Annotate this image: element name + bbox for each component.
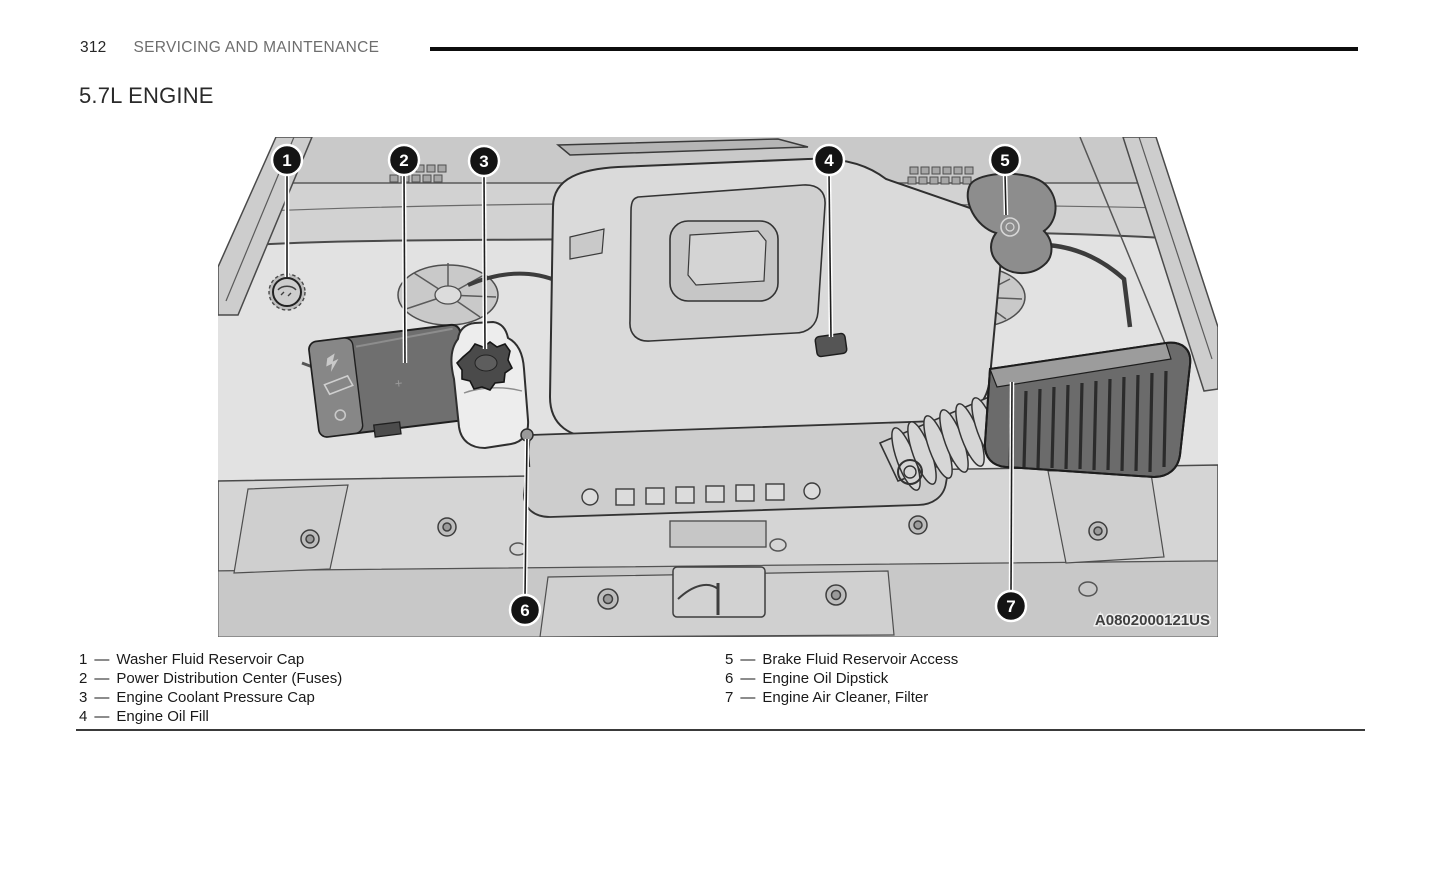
legend-item-3 — [79, 688, 342, 707]
hood-latch — [670, 521, 766, 617]
legend-item-2 — [79, 669, 342, 688]
legend-item-3-dash: — — [94, 689, 110, 706]
engine-diagram-figure — [218, 137, 1218, 637]
legend-item-3-label: Engine Coolant Pressure Cap — [116, 689, 315, 706]
legend-item-6-dash: — — [740, 670, 756, 687]
legend-item-2-number: 2 — [79, 670, 88, 687]
legend-item-1-label: Washer Fluid Reservoir Cap — [116, 651, 305, 668]
page-header — [80, 39, 379, 59]
washer-fluid-cap — [269, 274, 305, 310]
legend-item-2-dash: — — [94, 670, 110, 687]
legend-column-left — [79, 650, 342, 726]
watermark-text: A0802000121US — [1094, 612, 1210, 629]
callout-1-number: 1 — [282, 151, 292, 170]
callout-2-number: 2 — [399, 151, 409, 170]
legend-item-6-number: 6 — [725, 670, 734, 687]
svg-text:+: + — [393, 375, 404, 392]
legend-item-4 — [79, 707, 342, 726]
callout-7-number: 7 — [1006, 597, 1016, 616]
legend-item-6-label: Engine Oil Dipstick — [762, 670, 889, 687]
watermark-label — [1095, 612, 1210, 629]
legend-item-6 — [725, 669, 958, 688]
legend-item-7-number: 7 — [725, 689, 734, 706]
legend-item-5-dash: — — [740, 651, 756, 668]
header-rule — [430, 47, 1358, 51]
legend-item-2-label: Power Distribution Center (Fuses) — [116, 670, 343, 687]
callout-5-number: 5 — [1000, 151, 1010, 170]
legend-item-4-number: 4 — [79, 708, 88, 725]
section-title: 5.7L ENGINE — [79, 83, 214, 108]
legend-item-5-label: Brake Fluid Reservoir Access — [762, 651, 959, 668]
legend-item-1 — [79, 650, 342, 669]
page-number: 312 — [80, 39, 107, 56]
legend-item-7 — [725, 688, 958, 707]
callout-6-number: 6 — [520, 601, 530, 620]
legend-item-7-label: Engine Air Cleaner, Filter — [762, 689, 929, 706]
legend-item-5 — [725, 650, 958, 669]
legend-item-3-number: 3 — [79, 689, 88, 706]
legend-item-4-dash: — — [94, 708, 110, 725]
legend-item-1-dash: — — [94, 651, 110, 668]
footer-rule — [76, 729, 1365, 731]
engine-bay-illustration — [218, 137, 1218, 637]
chapter-title: SERVICING AND MAINTENANCE — [133, 39, 380, 56]
legend-item-7-dash: — — [740, 689, 756, 706]
legend-item-4-label: Engine Oil Fill — [116, 708, 209, 725]
legend-item-1-number: 1 — [79, 651, 88, 668]
callout-4-number: 4 — [824, 151, 834, 170]
legend-item-5-number: 5 — [725, 651, 734, 668]
callout-3-number: 3 — [479, 152, 489, 171]
legend-column-right — [725, 650, 958, 707]
